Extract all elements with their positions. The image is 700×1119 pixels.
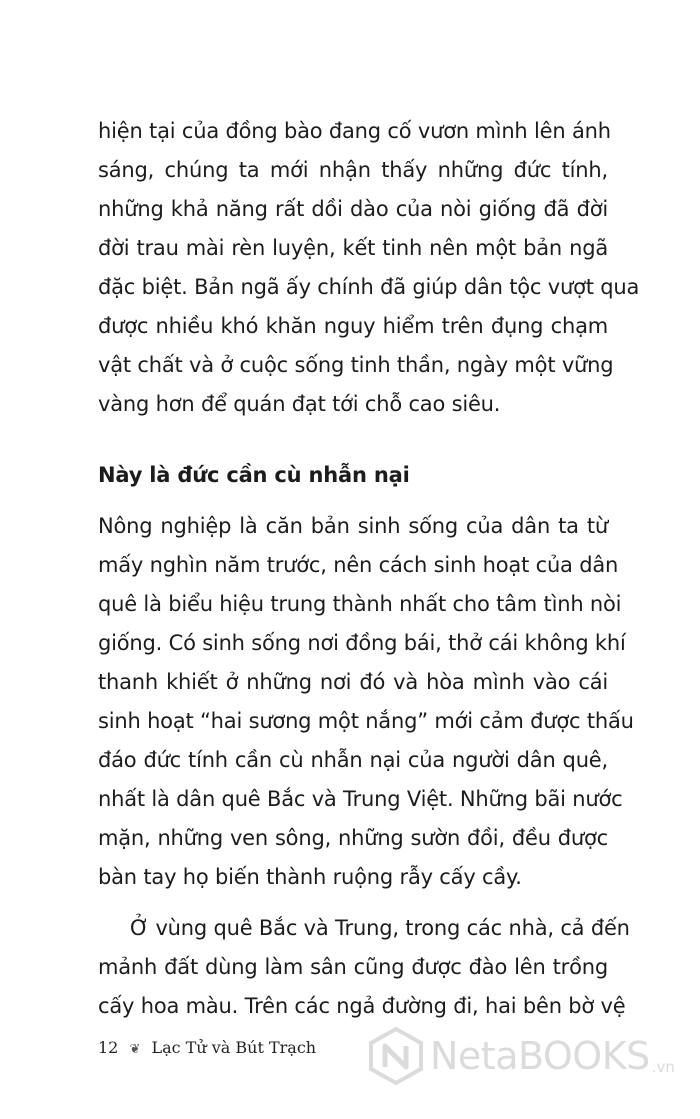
text-line: nhất là dân quê Bắc và Trung Việt. Những bãi nước <box>98 787 623 811</box>
paragraph-1 <box>98 112 640 424</box>
paragraph-2 <box>98 507 634 897</box>
netabooks-logo-icon <box>368 1027 424 1085</box>
paragraph-3 <box>98 909 630 1026</box>
text-line: vật chất và ở cuộc sống tinh thần, ngày một vững <box>98 353 614 377</box>
text-line: mặn, những ven sông, những sườn đồi, đều được <box>98 826 608 850</box>
text-line: đặc biệt. Bản ngã ấy chính đã giúp dân tộc vượt qua <box>98 275 640 299</box>
text-line: quê là biểu hiệu trung thành nhất cho tâm tình nòi <box>98 592 622 616</box>
text-line: Ở vùng quê Bắc và Trung, trong các nhà, cả đến <box>130 916 630 940</box>
paragraph-gap <box>98 897 608 909</box>
text-line: đời trau mài rèn luyện, kết tinh nên một bản ngã <box>98 236 608 260</box>
text-line: cấy hoa màu. Trên các ngả đường đi, hai bên bờ vệ <box>98 994 626 1018</box>
ornament-icon: ❦ <box>129 1042 141 1057</box>
text-line: vàng hơn để quán đạt tới chỗ cao siêu. <box>98 392 501 416</box>
watermark <box>368 1026 698 1086</box>
book-title: Lạc Tử và Bút Trạch <box>151 1038 317 1057</box>
text-line: Nông nghiệp là căn bản sinh sống của dân ta từ <box>98 514 608 538</box>
text-line: thanh khiết ở những nơi đó và hòa mình vào cái <box>98 670 608 694</box>
text-line: mấy nghìn năm trước, nên cách sinh hoạt của dân <box>98 553 619 577</box>
watermark-suffix: .vn <box>651 1058 675 1076</box>
page-number: 12 <box>98 1038 119 1057</box>
text-line: những khả năng rất dồi dào của nòi giống đã đời <box>98 197 608 221</box>
text-line: sáng, chúng ta mới nhận thấy những đức tính, <box>98 158 608 182</box>
page-footer <box>98 1038 316 1057</box>
section-heading: Này là đức cần cù nhẫn nại <box>98 463 410 487</box>
text-line: được nhiều khó khăn nguy hiểm trên đụng chạm <box>98 314 608 338</box>
text-line: mảnh đất dùng làm sân cũng được đào lên trồng <box>98 955 608 979</box>
text-line: giống. Có sinh sống nơi đồng bái, thở cái không khí <box>98 631 626 655</box>
text-line: hiện tại của đồng bào đang cố vươn mình lên ánh <box>98 119 611 143</box>
text-line: đáo đức tính cần cù nhẫn nại của người dân quê, <box>98 748 608 772</box>
page-body <box>98 112 640 1026</box>
text-line: sinh hoạt “hai sương một nắng” mới cảm được thấu <box>98 709 634 733</box>
watermark-brand: NetaBOOKS <box>430 1034 650 1078</box>
text-line: bàn tay họ biến thành ruộng rẫy cấy cầy. <box>98 865 522 889</box>
